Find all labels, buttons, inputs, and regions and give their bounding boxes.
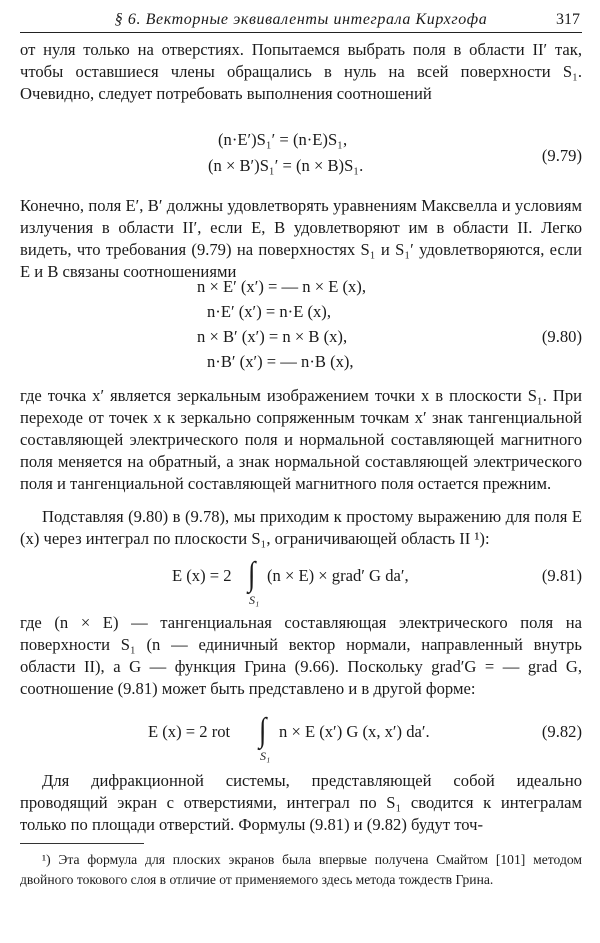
paragraph-6 [20, 770, 582, 836]
running-head [20, 8, 582, 33]
equation-9-80-number: (9.80) [541, 327, 582, 346]
paragraph-1 [20, 39, 582, 105]
integral-sign: ∫ [247, 556, 256, 593]
equation-9-81-number: (9.81) [541, 566, 582, 585]
integral-domain: S₁ [260, 749, 271, 763]
paragraph-4 [20, 506, 582, 550]
footnote-rule [20, 843, 144, 844]
footnote: ¹) Эта формула для плоских экранов была впервые получена Смайтом [101] методом двойного токового слоя в отличие от применяемого здесь метода тождеств Грина. [20, 852, 582, 887]
paragraph-3-text: где точка x′ является зеркальным изображением точки x в плоскости S₁. При переходе от точек x к зеркально сопряженным точкам x′ знак тангенциальной составляющей электрического поля и нормальной составляющей магнитного поля меняется на обратный, а знак нормальной составляющей электрического поля и тангенциальной составляющей магнитного поля остается прежним. [20, 386, 582, 493]
equation-9-81 [20, 556, 582, 610]
equation-9-81-lhs: E (x) = 2 [172, 566, 232, 585]
equation-9-79-line-2: (n × B′)S₁′ = (n × B)S₁. [208, 156, 364, 175]
paragraph-5-text: где (n × E) — тангенциальная составляющая электрического поля на поверхности S₁ (n — единичный вектор нормали, направленный внутрь области II), а G — функция Грина (9.66). Поскольку grad′G = — grad G, соотношение (9.81) может быть представлено и в другой форме: [20, 613, 582, 698]
paragraph-1-text: от нуля только на отверстиях. Попытаемся выбрать поля в области II′ так, чтобы оставшиеся члены обращались в нуль на всей поверхности S₁. Очевидно, следует потребовать выполнения соотношений [20, 40, 582, 103]
page-number: 317 [556, 11, 580, 28]
equation-9-80-line-3: n × B′ (x′) = n × B (x), [197, 327, 348, 346]
equation-9-79-line-1: (n·E′)S₁′ = (n·E)S₁, [218, 130, 348, 149]
equation-9-79 [20, 130, 582, 182]
paragraph-2 [20, 195, 582, 283]
paragraph-2-text: Конечно, поля E′, B′ должны удовлетворять уравнениям Максвелла и условиям излучения в области II′, если E, B удовлетворяют им в области II. Легко видеть, что требования (9.79) на поверхностях S₁ и S₁′ удовлетворяются, если E и B связаны соотношениями [20, 196, 582, 281]
running-head-title: § 6. Векторные эквиваленты интеграла Кирхгофа [114, 11, 488, 28]
equation-9-80-line-4: n·B′ (x′) = — n·B (x), [207, 352, 354, 371]
paragraph-5 [20, 612, 582, 700]
equation-9-79-number: (9.79) [541, 146, 582, 165]
equation-9-80-line-2: n·E′ (x′) = n·E (x), [207, 302, 331, 321]
paragraph-3 [20, 385, 582, 495]
equation-9-81-rhs: (n × E) × grad′ G da′, [267, 566, 409, 585]
equation-9-82-rhs: n × E (x′) G (x, x′) da′. [279, 722, 430, 741]
integral-sign: ∫ [258, 712, 267, 749]
equation-9-82 [20, 712, 582, 766]
paragraph-6-text: Для дифракционной системы, представляющей собой идеально проводящий экран с отверстиями, интеграл по S₁ сводится к интегралам только по площади отверстий. Формулы (9.81) и (9.82) будут точ- [20, 771, 582, 834]
equation-9-82-lhs: E (x) = 2 rot [148, 722, 231, 741]
equation-9-82-number: (9.82) [541, 722, 582, 741]
paragraph-4-text: Подставляя (9.80) в (9.78), мы приходим к простому выражению для поля E (x) через интеграл по плоскости S₁, ограничивающей область II ¹): [20, 507, 582, 548]
equation-9-80-line-1: n × E′ (x′) = — n × E (x), [197, 277, 366, 296]
integral-domain: S₁ [249, 593, 260, 607]
equation-9-80 [20, 277, 582, 377]
